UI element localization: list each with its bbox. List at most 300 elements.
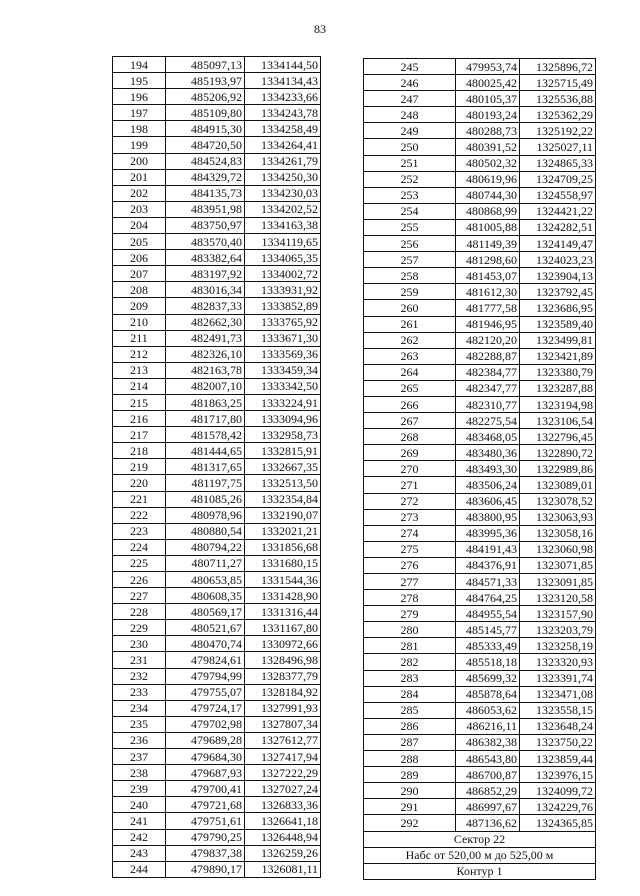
point-number: 287 bbox=[364, 734, 456, 750]
y-coordinate: 1323859,44 bbox=[520, 751, 596, 767]
contour-label: Контур 1 bbox=[364, 863, 596, 879]
point-number: 247 bbox=[364, 91, 456, 107]
x-coordinate: 481946,95 bbox=[456, 316, 520, 332]
point-number: 263 bbox=[364, 348, 456, 364]
point-number: 195 bbox=[113, 73, 166, 89]
y-coordinate: 1322890,72 bbox=[520, 445, 596, 461]
point-number: 243 bbox=[113, 845, 166, 861]
y-coordinate: 1334243,78 bbox=[245, 105, 321, 121]
table-row bbox=[364, 670, 596, 686]
x-coordinate: 480978,96 bbox=[166, 507, 245, 523]
y-coordinate: 1324229,76 bbox=[520, 799, 596, 815]
y-coordinate: 1331428,90 bbox=[245, 588, 321, 604]
y-coordinate: 1326641,18 bbox=[245, 813, 321, 829]
table-row bbox=[364, 783, 596, 799]
point-number: 251 bbox=[364, 155, 456, 171]
coordinates-table-right bbox=[363, 58, 596, 880]
y-coordinate: 1325536,88 bbox=[520, 91, 596, 107]
y-coordinate: 1323203,79 bbox=[520, 622, 596, 638]
point-number: 271 bbox=[364, 477, 456, 493]
point-number: 239 bbox=[113, 781, 166, 797]
point-number: 269 bbox=[364, 445, 456, 461]
table-row bbox=[364, 557, 596, 573]
table-row bbox=[113, 234, 321, 250]
x-coordinate: 482347,77 bbox=[456, 380, 520, 396]
point-number: 217 bbox=[113, 427, 166, 443]
point-number: 218 bbox=[113, 443, 166, 459]
y-coordinate: 1325027,11 bbox=[520, 139, 596, 155]
y-coordinate: 1323904,13 bbox=[520, 268, 596, 284]
y-coordinate: 1328184,92 bbox=[245, 684, 321, 700]
y-coordinate: 1334065,35 bbox=[245, 250, 321, 266]
y-coordinate: 1325715,49 bbox=[520, 75, 596, 91]
point-number: 208 bbox=[113, 282, 166, 298]
point-number: 265 bbox=[364, 380, 456, 396]
table-row bbox=[113, 588, 321, 604]
table-row bbox=[364, 525, 596, 541]
x-coordinate: 483800,95 bbox=[456, 509, 520, 525]
point-number: 207 bbox=[113, 266, 166, 282]
y-coordinate: 1323157,90 bbox=[520, 606, 596, 622]
point-number: 275 bbox=[364, 541, 456, 557]
point-number: 273 bbox=[364, 509, 456, 525]
x-coordinate: 480794,22 bbox=[166, 539, 245, 555]
table-row bbox=[364, 348, 596, 364]
y-coordinate: 1323380,79 bbox=[520, 364, 596, 380]
table-row bbox=[113, 555, 321, 571]
table-row bbox=[364, 59, 596, 75]
point-number: 222 bbox=[113, 507, 166, 523]
point-number: 292 bbox=[364, 815, 456, 831]
y-coordinate: 1323089,01 bbox=[520, 477, 596, 493]
y-coordinate: 1323194,98 bbox=[520, 396, 596, 412]
point-number: 224 bbox=[113, 539, 166, 555]
x-coordinate: 479684,30 bbox=[166, 749, 245, 765]
table-row bbox=[113, 716, 321, 732]
table-row bbox=[364, 268, 596, 284]
table-row bbox=[364, 236, 596, 252]
point-number: 274 bbox=[364, 525, 456, 541]
y-coordinate: 1333931,92 bbox=[245, 282, 321, 298]
point-number: 242 bbox=[113, 829, 166, 845]
point-number: 280 bbox=[364, 622, 456, 638]
y-coordinate: 1323071,85 bbox=[520, 557, 596, 573]
y-coordinate: 1323320,93 bbox=[520, 654, 596, 670]
y-coordinate: 1333094,96 bbox=[245, 411, 321, 427]
y-coordinate: 1333671,30 bbox=[245, 330, 321, 346]
x-coordinate: 479687,93 bbox=[166, 765, 245, 781]
point-number: 262 bbox=[364, 332, 456, 348]
y-coordinate: 1334119,65 bbox=[245, 234, 321, 250]
point-number: 227 bbox=[113, 588, 166, 604]
table-row bbox=[364, 91, 596, 107]
x-coordinate: 479824,61 bbox=[166, 652, 245, 668]
point-number: 255 bbox=[364, 219, 456, 235]
table-row bbox=[364, 590, 596, 606]
table-row bbox=[113, 491, 321, 507]
x-coordinate: 481317,65 bbox=[166, 459, 245, 475]
point-number: 203 bbox=[113, 201, 166, 217]
point-number: 281 bbox=[364, 638, 456, 654]
x-coordinate: 479790,25 bbox=[166, 829, 245, 845]
table-row bbox=[364, 187, 596, 203]
x-coordinate: 485145,77 bbox=[456, 622, 520, 638]
point-number: 237 bbox=[113, 749, 166, 765]
table-row bbox=[364, 461, 596, 477]
y-coordinate: 1326259,26 bbox=[245, 845, 321, 861]
x-coordinate: 481863,25 bbox=[166, 394, 245, 410]
table-row bbox=[364, 429, 596, 445]
y-coordinate: 1334258,49 bbox=[245, 121, 321, 137]
point-number: 286 bbox=[364, 718, 456, 734]
y-coordinate: 1332354,84 bbox=[245, 491, 321, 507]
point-number: 219 bbox=[113, 459, 166, 475]
x-coordinate: 481612,30 bbox=[456, 284, 520, 300]
x-coordinate: 480391,52 bbox=[456, 139, 520, 155]
table-row bbox=[364, 509, 596, 525]
y-coordinate: 1334233,66 bbox=[245, 89, 321, 105]
x-coordinate: 481298,60 bbox=[456, 252, 520, 268]
y-coordinate: 1325192,22 bbox=[520, 123, 596, 139]
x-coordinate: 479700,41 bbox=[166, 781, 245, 797]
y-coordinate: 1323792,45 bbox=[520, 284, 596, 300]
point-number: 244 bbox=[113, 861, 166, 877]
table-row bbox=[364, 139, 596, 155]
point-number: 291 bbox=[364, 799, 456, 815]
x-coordinate: 485699,32 bbox=[456, 670, 520, 686]
x-coordinate: 480025,42 bbox=[456, 75, 520, 91]
y-coordinate: 1324709,25 bbox=[520, 171, 596, 187]
table-row bbox=[113, 684, 321, 700]
table-row bbox=[113, 89, 321, 105]
x-coordinate: 483016,34 bbox=[166, 282, 245, 298]
x-coordinate: 483506,24 bbox=[456, 477, 520, 493]
y-coordinate: 1333569,36 bbox=[245, 346, 321, 362]
x-coordinate: 486216,11 bbox=[456, 718, 520, 734]
table-row bbox=[113, 829, 321, 845]
table-row bbox=[113, 732, 321, 748]
point-number: 212 bbox=[113, 346, 166, 362]
y-coordinate: 1331856,68 bbox=[245, 539, 321, 555]
table-row bbox=[113, 314, 321, 330]
x-coordinate: 479721,68 bbox=[166, 797, 245, 813]
table-row bbox=[113, 765, 321, 781]
point-number: 225 bbox=[113, 555, 166, 571]
x-coordinate: 479755,07 bbox=[166, 684, 245, 700]
table-row bbox=[113, 523, 321, 539]
y-coordinate: 1334261,79 bbox=[245, 153, 321, 169]
table-row bbox=[364, 622, 596, 638]
table-row bbox=[364, 171, 596, 187]
x-coordinate: 486700,87 bbox=[456, 767, 520, 783]
table-row bbox=[364, 638, 596, 654]
y-coordinate: 1323499,81 bbox=[520, 332, 596, 348]
x-coordinate: 480711,27 bbox=[166, 555, 245, 571]
point-number: 288 bbox=[364, 751, 456, 767]
y-coordinate: 1331680,15 bbox=[245, 555, 321, 571]
y-coordinate: 1331167,80 bbox=[245, 620, 321, 636]
x-coordinate: 482326,10 bbox=[166, 346, 245, 362]
table-row bbox=[364, 252, 596, 268]
table-row bbox=[364, 380, 596, 396]
table-row bbox=[364, 284, 596, 300]
point-number: 211 bbox=[113, 330, 166, 346]
point-number: 279 bbox=[364, 606, 456, 622]
table-row bbox=[364, 396, 596, 412]
y-coordinate: 1327612,77 bbox=[245, 732, 321, 748]
point-number: 285 bbox=[364, 702, 456, 718]
table-row bbox=[113, 475, 321, 491]
point-number: 259 bbox=[364, 284, 456, 300]
point-number: 209 bbox=[113, 298, 166, 314]
y-coordinate: 1324282,51 bbox=[520, 219, 596, 235]
y-coordinate: 1323589,40 bbox=[520, 316, 596, 332]
point-number: 254 bbox=[364, 203, 456, 219]
table-row bbox=[113, 427, 321, 443]
table-row bbox=[364, 734, 596, 750]
contour-row bbox=[364, 863, 596, 879]
x-coordinate: 481578,42 bbox=[166, 427, 245, 443]
table-row bbox=[364, 75, 596, 91]
point-number: 245 bbox=[364, 59, 456, 75]
table-row bbox=[113, 121, 321, 137]
y-coordinate: 1323120,58 bbox=[520, 590, 596, 606]
point-number: 268 bbox=[364, 429, 456, 445]
y-coordinate: 1322796,45 bbox=[520, 429, 596, 445]
table-row bbox=[113, 572, 321, 588]
x-coordinate: 480569,17 bbox=[166, 604, 245, 620]
x-coordinate: 481005,88 bbox=[456, 219, 520, 235]
table-row bbox=[113, 411, 321, 427]
y-coordinate: 1327991,93 bbox=[245, 700, 321, 716]
x-coordinate: 484955,54 bbox=[456, 606, 520, 622]
table-row bbox=[364, 654, 596, 670]
point-number: 261 bbox=[364, 316, 456, 332]
table-row bbox=[364, 718, 596, 734]
y-coordinate: 1328377,79 bbox=[245, 668, 321, 684]
x-coordinate: 482837,33 bbox=[166, 298, 245, 314]
table-row bbox=[364, 702, 596, 718]
page-number: 83 bbox=[314, 22, 326, 36]
table-row bbox=[113, 539, 321, 555]
y-coordinate: 1332667,35 bbox=[245, 459, 321, 475]
table-row bbox=[113, 330, 321, 346]
point-number: 277 bbox=[364, 574, 456, 590]
x-coordinate: 480470,74 bbox=[166, 636, 245, 652]
y-coordinate: 1323750,22 bbox=[520, 734, 596, 750]
y-coordinate: 1333342,50 bbox=[245, 378, 321, 394]
x-coordinate: 484329,72 bbox=[166, 169, 245, 185]
table-row bbox=[364, 203, 596, 219]
x-coordinate: 486997,67 bbox=[456, 799, 520, 815]
point-number: 214 bbox=[113, 378, 166, 394]
x-coordinate: 480619,96 bbox=[456, 171, 520, 187]
sector-label: Сектор 22 bbox=[364, 831, 596, 847]
x-coordinate: 484915,30 bbox=[166, 121, 245, 137]
x-coordinate: 483570,40 bbox=[166, 234, 245, 250]
y-coordinate: 1333852,89 bbox=[245, 298, 321, 314]
y-coordinate: 1332958,73 bbox=[245, 427, 321, 443]
x-coordinate: 480193,24 bbox=[456, 107, 520, 123]
point-number: 194 bbox=[113, 57, 166, 73]
table-row bbox=[113, 443, 321, 459]
point-number: 246 bbox=[364, 75, 456, 91]
point-number: 267 bbox=[364, 413, 456, 429]
x-coordinate: 484191,43 bbox=[456, 541, 520, 557]
y-coordinate: 1323258,19 bbox=[520, 638, 596, 654]
y-coordinate: 1323686,95 bbox=[520, 300, 596, 316]
x-coordinate: 480744,30 bbox=[456, 187, 520, 203]
table-row bbox=[364, 686, 596, 702]
table-row bbox=[113, 185, 321, 201]
y-coordinate: 1324099,72 bbox=[520, 783, 596, 799]
point-number: 241 bbox=[113, 813, 166, 829]
x-coordinate: 482491,73 bbox=[166, 330, 245, 346]
table-row bbox=[364, 574, 596, 590]
point-number: 240 bbox=[113, 797, 166, 813]
y-coordinate: 1334144,50 bbox=[245, 57, 321, 73]
point-number: 223 bbox=[113, 523, 166, 539]
x-coordinate: 485097,13 bbox=[166, 57, 245, 73]
x-coordinate: 484376,91 bbox=[456, 557, 520, 573]
point-number: 238 bbox=[113, 765, 166, 781]
x-coordinate: 479724,17 bbox=[166, 700, 245, 716]
y-coordinate: 1322989,86 bbox=[520, 461, 596, 477]
point-number: 200 bbox=[113, 153, 166, 169]
depth-range-label: Набс от 520,00 м до 525,00 м bbox=[364, 847, 596, 863]
table-row bbox=[113, 153, 321, 169]
table-row bbox=[113, 604, 321, 620]
table-row bbox=[364, 123, 596, 139]
point-number: 236 bbox=[113, 732, 166, 748]
point-number: 196 bbox=[113, 89, 166, 105]
table-row bbox=[113, 861, 321, 877]
table-row bbox=[113, 346, 321, 362]
x-coordinate: 479689,28 bbox=[166, 732, 245, 748]
y-coordinate: 1334264,41 bbox=[245, 137, 321, 153]
point-number: 283 bbox=[364, 670, 456, 686]
x-coordinate: 481444,65 bbox=[166, 443, 245, 459]
point-number: 228 bbox=[113, 604, 166, 620]
table-row bbox=[113, 282, 321, 298]
x-coordinate: 486382,38 bbox=[456, 734, 520, 750]
table-row bbox=[364, 799, 596, 815]
point-number: 253 bbox=[364, 187, 456, 203]
x-coordinate: 482120,20 bbox=[456, 332, 520, 348]
y-coordinate: 1334163,38 bbox=[245, 217, 321, 233]
table-row bbox=[364, 477, 596, 493]
table-row bbox=[113, 845, 321, 861]
x-coordinate: 482288,87 bbox=[456, 348, 520, 364]
x-coordinate: 484135,73 bbox=[166, 185, 245, 201]
y-coordinate: 1323648,24 bbox=[520, 718, 596, 734]
x-coordinate: 481197,75 bbox=[166, 475, 245, 491]
table-row bbox=[364, 364, 596, 380]
point-number: 220 bbox=[113, 475, 166, 491]
table-row bbox=[364, 413, 596, 429]
y-coordinate: 1324149,47 bbox=[520, 236, 596, 252]
x-coordinate: 482275,54 bbox=[456, 413, 520, 429]
x-coordinate: 479890,17 bbox=[166, 861, 245, 877]
point-number: 272 bbox=[364, 493, 456, 509]
x-coordinate: 484720,50 bbox=[166, 137, 245, 153]
point-number: 256 bbox=[364, 236, 456, 252]
y-coordinate: 1333224,91 bbox=[245, 394, 321, 410]
x-coordinate: 482310,77 bbox=[456, 396, 520, 412]
point-number: 289 bbox=[364, 767, 456, 783]
x-coordinate: 485109,80 bbox=[166, 105, 245, 121]
x-coordinate: 479751,61 bbox=[166, 813, 245, 829]
x-coordinate: 484524,83 bbox=[166, 153, 245, 169]
table-row bbox=[113, 217, 321, 233]
x-coordinate: 480880,54 bbox=[166, 523, 245, 539]
table-row bbox=[364, 332, 596, 348]
point-number: 248 bbox=[364, 107, 456, 123]
x-coordinate: 480288,73 bbox=[456, 123, 520, 139]
x-coordinate: 483493,30 bbox=[456, 461, 520, 477]
table-row bbox=[364, 751, 596, 767]
y-coordinate: 1323078,52 bbox=[520, 493, 596, 509]
table-row bbox=[364, 606, 596, 622]
y-coordinate: 1324421,22 bbox=[520, 203, 596, 219]
table-row bbox=[113, 652, 321, 668]
table-row bbox=[113, 749, 321, 765]
y-coordinate: 1327222,29 bbox=[245, 765, 321, 781]
point-number: 205 bbox=[113, 234, 166, 250]
point-number: 235 bbox=[113, 716, 166, 732]
y-coordinate: 1323391,74 bbox=[520, 670, 596, 686]
x-coordinate: 479702,98 bbox=[166, 716, 245, 732]
y-coordinate: 1323091,85 bbox=[520, 574, 596, 590]
y-coordinate: 1324558,97 bbox=[520, 187, 596, 203]
x-coordinate: 479953,74 bbox=[456, 59, 520, 75]
table-row bbox=[113, 250, 321, 266]
table-row bbox=[364, 493, 596, 509]
point-number: 210 bbox=[113, 314, 166, 330]
table-row bbox=[113, 620, 321, 636]
x-coordinate: 483606,45 bbox=[456, 493, 520, 509]
x-coordinate: 486852,29 bbox=[456, 783, 520, 799]
x-coordinate: 483197,92 bbox=[166, 266, 245, 282]
x-coordinate: 485206,92 bbox=[166, 89, 245, 105]
table-row bbox=[113, 668, 321, 684]
x-coordinate: 482384,77 bbox=[456, 364, 520, 380]
table-row bbox=[113, 797, 321, 813]
x-coordinate: 480868,99 bbox=[456, 203, 520, 219]
x-coordinate: 487136,62 bbox=[456, 815, 520, 831]
point-number: 215 bbox=[113, 394, 166, 410]
point-number: 260 bbox=[364, 300, 456, 316]
x-coordinate: 485193,97 bbox=[166, 73, 245, 89]
y-coordinate: 1331544,36 bbox=[245, 572, 321, 588]
point-number: 199 bbox=[113, 137, 166, 153]
point-number: 202 bbox=[113, 185, 166, 201]
x-coordinate: 483951,98 bbox=[166, 201, 245, 217]
x-coordinate: 481085,26 bbox=[166, 491, 245, 507]
point-number: 234 bbox=[113, 700, 166, 716]
x-coordinate: 482662,30 bbox=[166, 314, 245, 330]
y-coordinate: 1332815,91 bbox=[245, 443, 321, 459]
y-coordinate: 1324023,23 bbox=[520, 252, 596, 268]
y-coordinate: 1328496,98 bbox=[245, 652, 321, 668]
point-number: 264 bbox=[364, 364, 456, 380]
point-number: 221 bbox=[113, 491, 166, 507]
x-coordinate: 484764,25 bbox=[456, 590, 520, 606]
x-coordinate: 480105,37 bbox=[456, 91, 520, 107]
y-coordinate: 1334230,03 bbox=[245, 185, 321, 201]
point-number: 206 bbox=[113, 250, 166, 266]
point-number: 278 bbox=[364, 590, 456, 606]
